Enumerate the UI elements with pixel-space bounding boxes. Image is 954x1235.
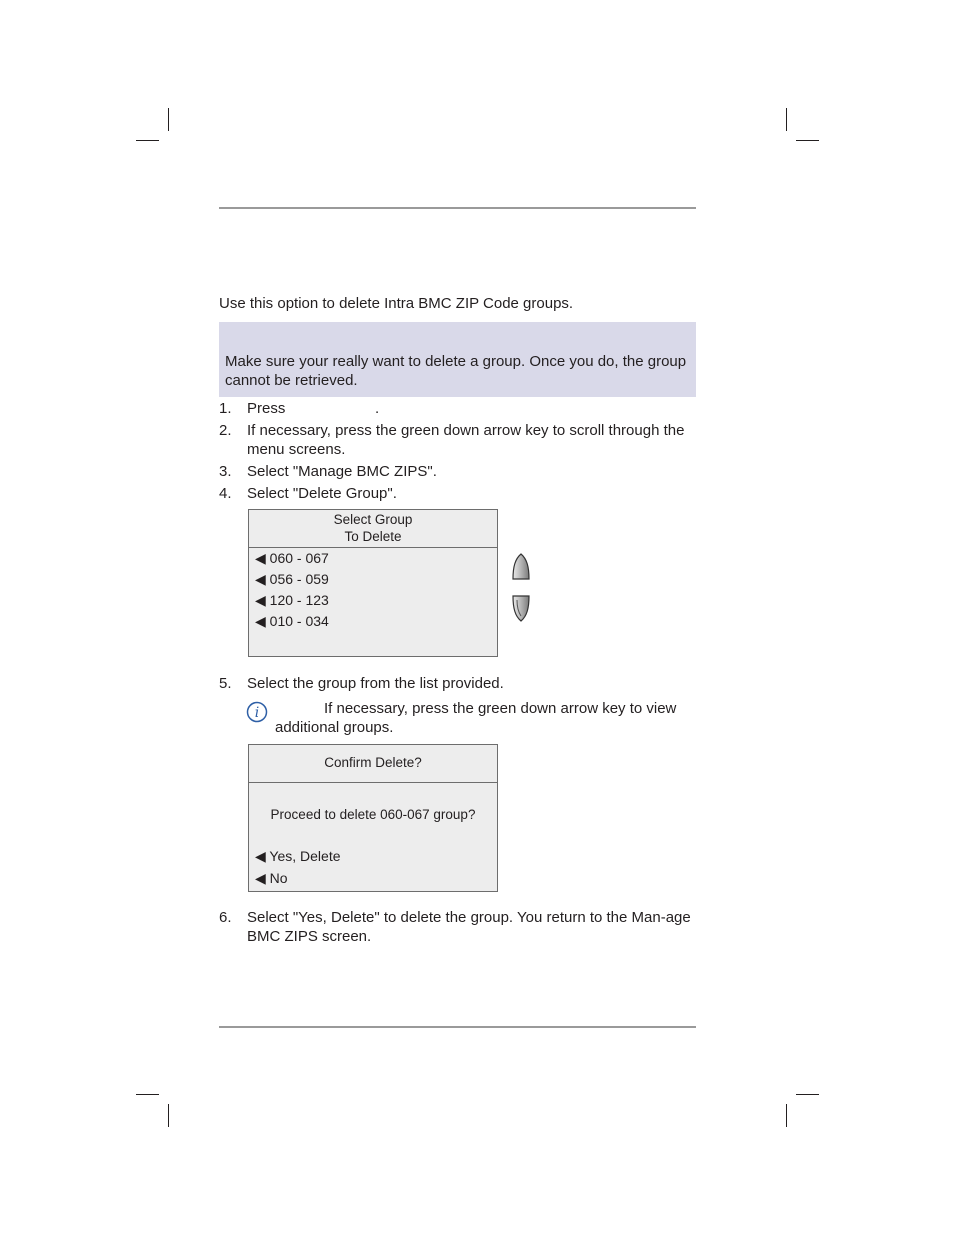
step-text: If necessary, press the green down arrow key to scroll through the menu screens. <box>247 422 685 458</box>
confirm-delete-screen <box>248 744 498 892</box>
select-group-screen <box>248 509 498 657</box>
group-option[interactable]: ◀ 056 - 059 <box>255 571 329 587</box>
screen-title: Confirm Delete? <box>324 755 422 770</box>
step-text: Select "Yes, Delete" to delete the group. You return to the Man-age BMC ZIPS screen. <box>247 909 691 945</box>
step-number: 4. <box>219 485 232 502</box>
step-4 <box>219 484 696 503</box>
step-number: 3. <box>219 463 232 480</box>
warning-text: Make sure your really want to delete a group. Once you do, the group cannot be retrieved. <box>225 353 687 389</box>
step-6 <box>219 908 696 946</box>
step-text: Select "Manage BMC ZIPS". <box>247 463 437 480</box>
group-option[interactable]: ◀ 120 - 123 <box>255 592 329 608</box>
warning-box <box>219 322 696 397</box>
step-3 <box>219 462 696 481</box>
step-2 <box>219 421 696 459</box>
screen-header <box>249 510 497 548</box>
step-number: 5. <box>219 675 232 692</box>
down-arrow-key-icon <box>511 594 531 627</box>
screen-header <box>249 745 497 783</box>
screen-title-line1: Select Group <box>333 512 413 527</box>
screen-title-line2: To Delete <box>344 529 402 544</box>
step-text: Select "Delete Group". <box>247 485 397 502</box>
footer-rule <box>219 1026 696 1028</box>
intro-text: Use this option to delete Intra BMC ZIP Code groups. <box>219 295 574 312</box>
header-rule <box>219 207 696 209</box>
up-arrow-key-icon <box>511 553 531 586</box>
crop-mark <box>786 108 787 131</box>
yes-delete-option[interactable]: ◀ Yes, Delete <box>255 848 341 864</box>
confirm-message: Proceed to delete 060-067 group? <box>270 807 476 822</box>
group-option[interactable]: ◀ 060 - 067 <box>255 550 329 566</box>
crop-mark <box>136 1094 159 1095</box>
step-suffix: . <box>375 400 380 417</box>
step-number: 2. <box>219 422 232 439</box>
step-text: Press <box>247 400 286 417</box>
step-5 <box>219 674 696 693</box>
group-option[interactable]: ◀ 010 - 034 <box>255 613 329 629</box>
no-option[interactable]: ◀ No <box>255 870 288 886</box>
note-text: If necessary, press the green down arrow key to view <box>324 700 677 717</box>
crop-mark <box>796 140 819 141</box>
info-icon <box>246 701 268 723</box>
step-1 <box>219 399 696 418</box>
crop-mark <box>786 1104 787 1127</box>
note-text-continued: additional groups. <box>275 719 394 736</box>
step-text: Select the group from the list provided. <box>247 675 504 692</box>
crop-mark <box>168 108 169 131</box>
crop-mark <box>796 1094 819 1095</box>
crop-mark <box>168 1104 169 1127</box>
svg-text:i: i <box>254 705 260 721</box>
step-number: 1. <box>219 400 232 417</box>
step-number: 6. <box>219 909 232 926</box>
crop-mark <box>136 140 159 141</box>
